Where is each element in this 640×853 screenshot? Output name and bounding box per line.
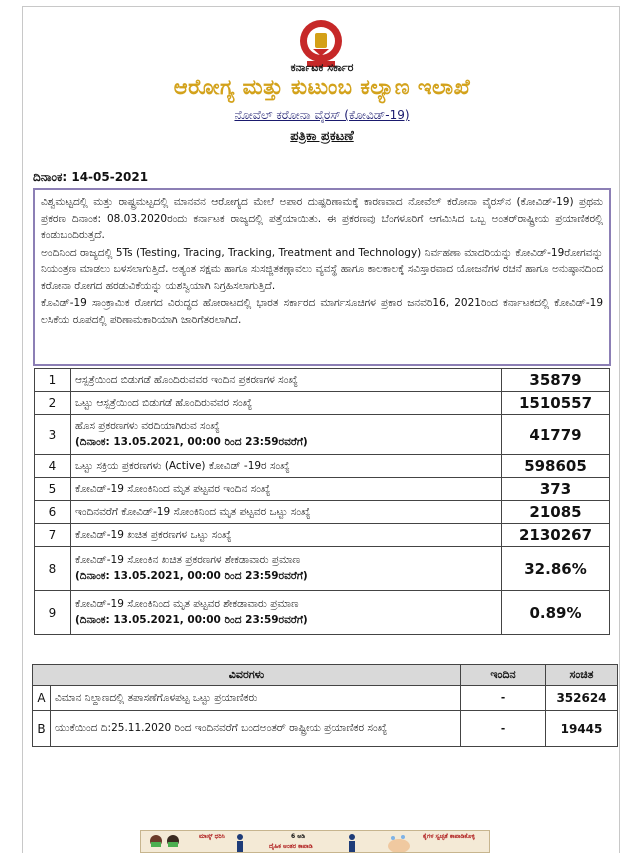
row-label: ಆಸ್ಪತ್ರೆಯಿಂದ ಬಿಡುಗಡೆ ಹೊಂದಿರುವವರ ಇಂದಿನ ಪ್ರಕರಣಗಳ ಸಂಖ್ಯೆ <box>71 369 502 392</box>
covid-stats-table <box>34 368 610 635</box>
banner-distance-subtext: ದೈಹಿಕ ಅಂತರ ಕಾಪಾಡಿ <box>269 843 313 850</box>
row-value: 21085 <box>502 501 610 524</box>
row-date-range: (ದಿನಾಂಕ: 13.05.2021, 00:00 ರಿಂದ 23:59ರವರೆಗೆ) <box>75 614 308 626</box>
row-value: 373 <box>502 478 610 501</box>
handwash-icon <box>385 833 413 853</box>
row-label: ಕೋವಿಡ್-19 ಸೋಂಕಿನಿಂದ ಮೃತ ಪಟ್ಟವರ ಶೇಕಡಾವಾರು ಪ್ರಮಾಣ <box>75 598 299 610</box>
row-value: 41779 <box>502 415 610 455</box>
row-number: 8 <box>35 547 71 591</box>
table-row <box>33 711 618 747</box>
table-row <box>35 415 610 455</box>
row-number: 5 <box>35 478 71 501</box>
table-row <box>35 547 610 591</box>
row-number: 9 <box>35 591 71 635</box>
row-label-cell <box>71 591 502 635</box>
row-number: 4 <box>35 455 71 478</box>
row-value: 1510557 <box>502 392 610 415</box>
row-value: 0.89% <box>502 591 610 635</box>
row-label: ಯುಕೆಯಿಂದ ದಿ:25.11.2020 ರಿಂದ ಇಂದಿನವರೆಗೆ ಬಂದಅಂತರ್ ರಾಷ್ಟ್ರೀಯ ಪ್ರಯಾಣಿಕರ ಸಂಖ್ಯೆ <box>51 711 461 747</box>
department-title: ಆರೋಗ್ಯ ಮತ್ತು ಕುಟುಂಬ ಕಲ್ಯಾಣ ಇಲಾಖೆ <box>173 75 471 99</box>
row-date-range: (ದಿನಾಂಕ: 13.05.2021, 00:00 ರಿಂದ 23:59ರವರೆಗೆ) <box>75 436 308 448</box>
row-label-cell <box>71 547 502 591</box>
subject-line: ನೋವೆಲ್ ಕರೋನಾ ವೈರಸ್ (ಕೋವಿಡ್-19) <box>234 108 410 122</box>
row-label: ಕೋವಿಡ್-19 ಖಚಿತ ಪ್ರಕರಣಗಳ ಒಟ್ಟು ಸಂಖ್ಯೆ <box>71 524 502 547</box>
row-label: ಒಟ್ಟು ಸಕ್ರಿಯ ಪ್ರಕರಣಗಳು (Active) ಕೋವಿಡ್ -19ರ ಸಂಖ್ಯೆ <box>71 455 502 478</box>
intro-box <box>33 188 611 366</box>
traveller-table <box>32 664 618 747</box>
person-icon <box>233 833 247 853</box>
column-header-today: ಇಂದಿನ <box>461 665 546 686</box>
row-number: 1 <box>35 369 71 392</box>
row-label: ಒಟ್ಟು ಆಸ್ಪತ್ರೆಯಿಂದ ಬಿಡುಗಡೆ ಹೊಂದಿರುವವರ ಸಂಖ್ಯೆ <box>71 392 502 415</box>
row-number: 6 <box>35 501 71 524</box>
table-row <box>35 478 610 501</box>
release-date: ದಿನಾಂಕ: 14-05-2021 <box>33 170 149 184</box>
table-row <box>33 686 618 711</box>
row-letter: A <box>33 686 51 711</box>
banner-mask-text: ಮಾಸ್ಕ್ ಧರಿಸಿ <box>199 833 225 840</box>
row-date-range: (ದಿನಾಂಕ: 13.05.2021, 00:00 ರಿಂದ 23:59ರವರೆಗೆ) <box>75 570 308 582</box>
row-today: - <box>461 711 546 747</box>
masked-people-icon <box>145 833 185 853</box>
row-number: 7 <box>35 524 71 547</box>
row-cumulative: 352624 <box>546 686 618 711</box>
row-label: ಕೋವಿಡ್-19 ಸೋಂಕಿನಿಂದ ಮೃತ ಪಟ್ಟವರ ಇಂದಿನ ಸಂಖ್ಯೆ <box>71 478 502 501</box>
row-number: 3 <box>35 415 71 455</box>
row-label: ಕೋವಿಡ್-19 ಸೋಂಕಿನ ಖಚಿತ ಪ್ರಕರಣಗಳ ಶೇಕಡಾವಾರು ಪ್ರಮಾಣ <box>75 554 301 566</box>
row-value: 598605 <box>502 455 610 478</box>
row-value: 35879 <box>502 369 610 392</box>
table-row <box>35 591 610 635</box>
banner-distance-text: 6 ಅಡಿ <box>291 833 305 840</box>
covid-precautions-banner <box>140 830 490 853</box>
govt-name: ಕರ್ನಾಟಕ ಸರ್ಕಾರ <box>290 61 354 74</box>
table-row <box>35 501 610 524</box>
row-label-cell <box>71 415 502 455</box>
table-row <box>35 392 610 415</box>
row-number: 2 <box>35 392 71 415</box>
row-value: 2130267 <box>502 524 610 547</box>
table-row <box>35 524 610 547</box>
row-today: - <box>461 686 546 711</box>
person-icon <box>345 833 359 853</box>
intro-paragraph: ಅಂದಿನಿಂದ ರಾಜ್ಯದಲ್ಲಿ 5Ts (Testing, Tracing, Tracking, Treatment and Technology) ನಿರ್ವಹಣಾ ಮಾದರಿಯನ್ನು ಕೋವಿಡ್-19ರೋಗವನ್ನು ನಿಯಂತ್ರಣ ಮಾಡಲು ಬಳಸಲಾಗುತ್ತಿದೆ. ಅತ್ಯಂತ ಸಕ್ಷಮ ಹಾಗೂ ಸುಸಜ್ಜಿತಕಣ್ಗಾವಲು ವ್ಯವಸ್ಥೆ ಹಾಗೂ ಕಾಲಕಾಲಕ್ಕೆ ಸವಿಸ್ತಾರವಾದ ಯೋಜನೆಗಳ ರಚನೆ ಹಾಗೂ ಅನುಷ್ಠಾನದಿಂದ ಕರೋನಾ ರೋಗದ ಹರಡುವಿಕೆಯನ್ನು ಯಶಸ್ವಿಯಾಗಿ ನಿಗ್ರಹಿಸಲಾಗುತ್ತಿದೆ. <box>41 246 603 292</box>
table-row <box>35 369 610 392</box>
row-letter: B <box>33 711 51 747</box>
row-value: 32.86% <box>502 547 610 591</box>
column-header-details: ವಿವರಗಳು <box>33 665 461 686</box>
row-label: ವಿಮಾನ ನಿಲ್ದಾಣದಲ್ಲಿ ತಪಾಸಣೆಗೊಳಪಟ್ಟ ಒಟ್ಟು ಪ್ರಯಾಣಿಕರು <box>51 686 461 711</box>
row-label: ಇಂದಿನವರೆಗೆ ಕೋವಿಡ್-19 ಸೋಂಕಿನಿಂದ ಮೃತ ಪಟ್ಟವರ ಒಟ್ಟು ಸಂಖ್ಯೆ <box>71 501 502 524</box>
column-header-cumulative: ಸಂಚಿತ <box>546 665 618 686</box>
intro-paragraph: ಕೊವಿಡ್-19 ಸಾಂಕ್ರಾಮಿಕ ರೋಗದ ವಿರುದ್ಧದ ಹೋರಾಟದಲ್ಲಿ ಭಾರತ ಸರ್ಕಾರದ ಮಾರ್ಗಸೂಚಿಗಳ ಪ್ರಕಾರ ಜನವರಿ16, 2021ರಿಂದ ಕರ್ನಾಟಕದಲ್ಲಿ ಕೋವಿಡ್-19 ಲಸಿಕೆಯ ರೂಪದಲ್ಲಿ ಪರಿಣಾಮಕಾರಿಯಾಗಿ ಜಾರಿಗೆತರಲಾಗಿದೆ. <box>41 297 603 326</box>
table-row <box>35 455 610 478</box>
intro-paragraph: ವಿಶ್ವಮಟ್ಟದಲ್ಲಿ ಮತ್ತು ರಾಷ್ಟ್ರಮಟ್ಟದಲ್ಲಿ ಮಾನವನ ಆರೋಗ್ಯದ ಮೇಲೆ ಅಪಾರ ದುಷ್ಪರಿಣಾಮಕ್ಕೆ ಕಾರಣವಾದ ನೋವೆಲ್ ಕರೋನಾ ವೈರಸ್‌ನ (ಕೋವಿಡ್-19) ಪ್ರಥಮ ಪ್ರಕರಣ ದಿನಾಂಕ: 08.03.2020ರಂದು ಕರ್ನಾಟಕ ರಾಜ್ಯದಲ್ಲಿ ಪತ್ತೆಯಾಯಿತು. ಈ ಪ್ರಕರಣವು ಬೆಂಗಳೂರಿಗೆ ಆಗಮಿಸಿದ ಒಬ್ಬ ಅಂತರ್‌ರಾಷ್ಟ್ರೀಯ ಪ್ರಯಾಣಿಕರಲ್ಲಿ ಕಂಡುಬಂದಿರುತ್ತದೆ. <box>41 196 603 241</box>
banner-handwash-text: ಕೈಗಳ ಸ್ವಚ್ಛತೆ ಕಾಪಾಡಿಕೊಳ್ಳಿ <box>423 833 475 840</box>
row-label: ಹೊಸ ಪ್ರಕರಣಗಳು ವರದಿಯಾಗಿರುವ ಸಂಖ್ಯೆ <box>75 420 220 432</box>
press-release-heading: ಪತ್ರಿಕಾ ಪ್ರಕಟಣೆ <box>290 129 354 144</box>
row-cumulative: 19445 <box>546 711 618 747</box>
table-header-row <box>33 665 618 686</box>
